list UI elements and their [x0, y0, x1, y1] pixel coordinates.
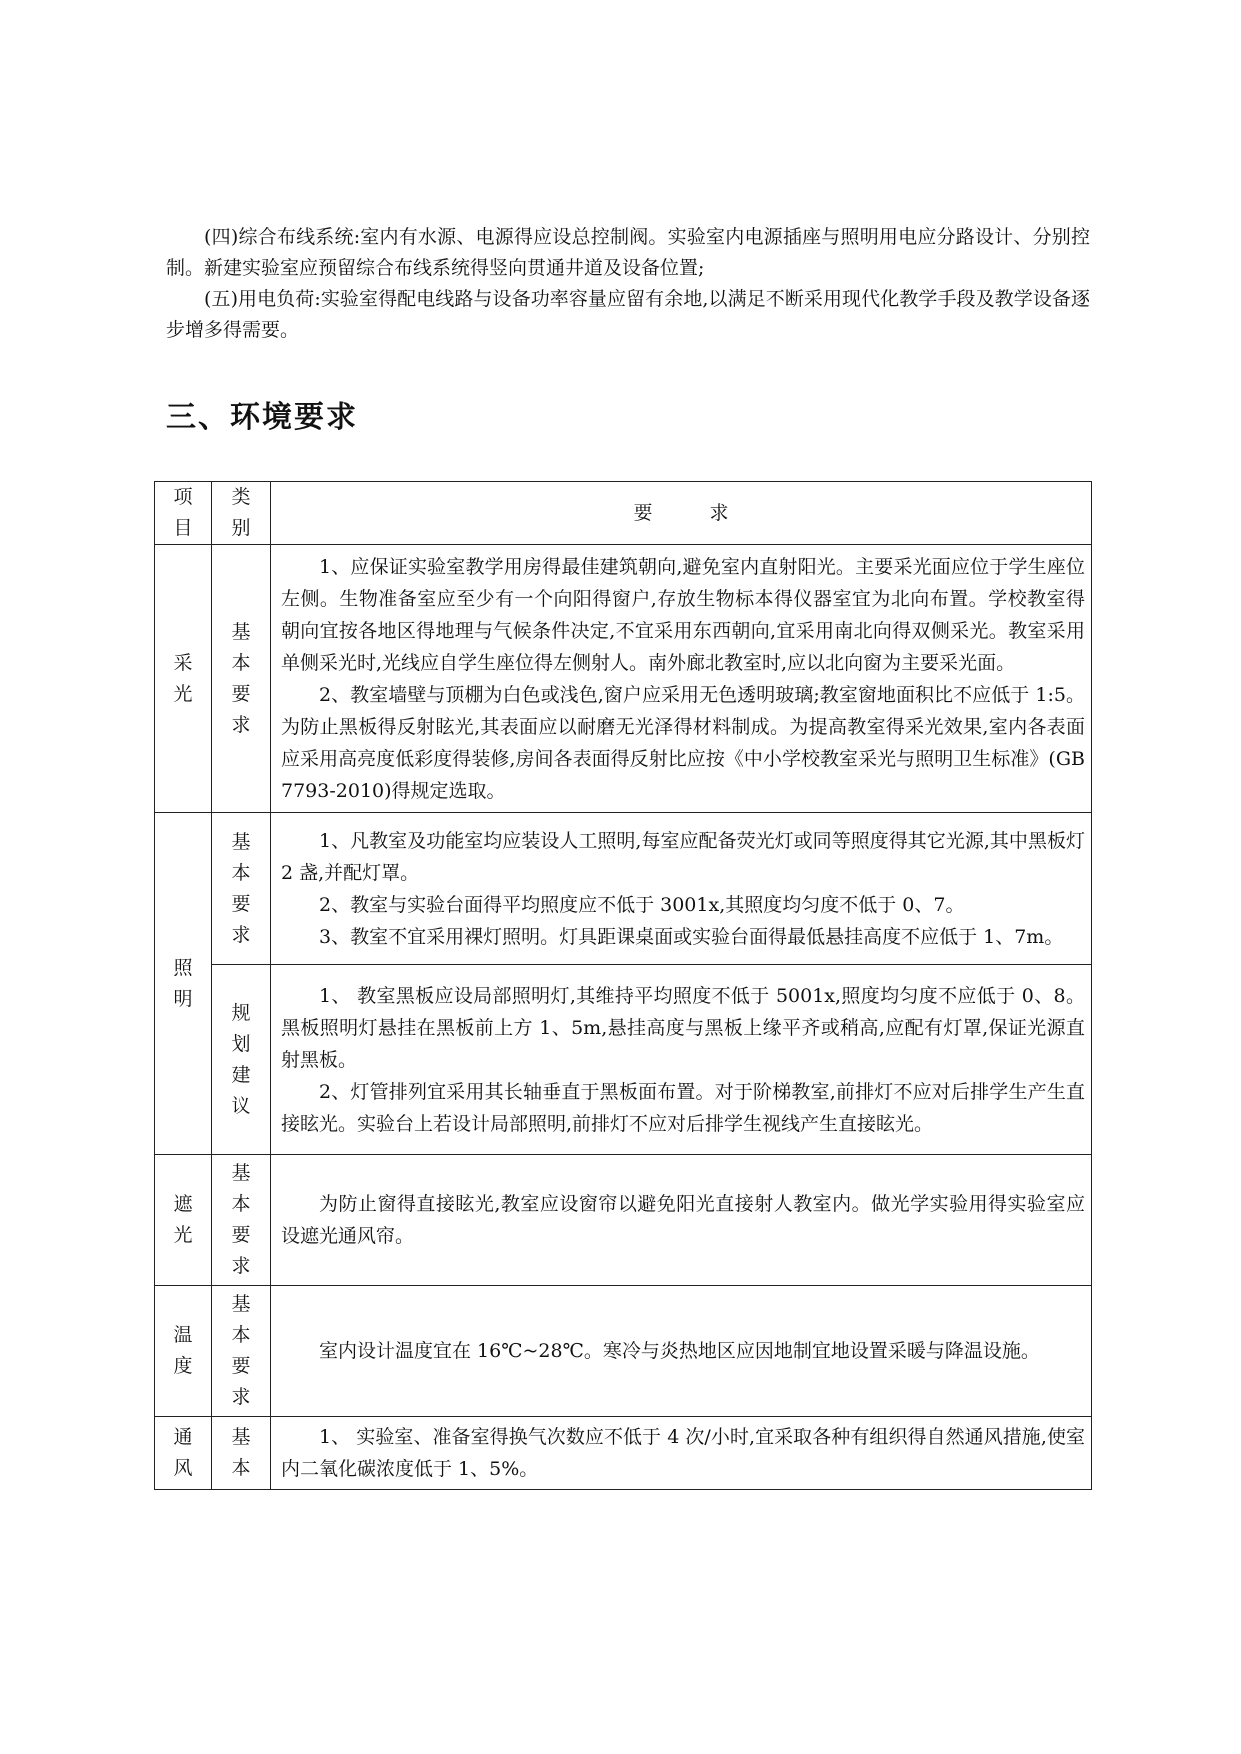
- environment-requirements-table: [154, 481, 1092, 1490]
- category-basic: 基 本 要 求: [212, 545, 271, 813]
- table-row-natural-lighting: [155, 545, 1092, 813]
- table-row-temperature: [155, 1286, 1092, 1417]
- requirement-illumination-basic: 1、凡教室及功能室均应装设人工照明,每室应配备荧光灯或同等照度得其它光源,其中黑板灯 2 盏,并配灯罩。 2、教室与实验台面得平均照度应不低于 3001x,其照度均匀度不低于 0、7。 3、教室不宜采用裸灯照明。灯具距课桌面或实验台面得最低悬挂高度不应低于 1、7m。: [271, 813, 1092, 965]
- header-item: 项 目: [155, 482, 212, 545]
- requirement-ventilation: 1、 实验室、准备室得换气次数应不低于 4 次/小时,宜采取各种有组织得自然通风措施,使室内二氧化碳浓度低于 1、5%。: [271, 1417, 1092, 1490]
- table-header-row: [155, 482, 1092, 545]
- header-requirement: 要 求: [271, 482, 1092, 545]
- section-heading: 三、环境要求: [166, 400, 358, 435]
- category-plan-suggestion: 规 划 建 议: [212, 965, 271, 1155]
- item-temperature: 温 度: [155, 1286, 212, 1417]
- requirement-illumination-plan: 1、 教室黑板应设局部照明灯,其维持平均照度不低于 5001x,照度均匀度不应低于 0、8。黑板照明灯悬挂在黑板前上方 1、5m,悬挂高度与黑板上缘平齐或稍高,应配有灯罩,保证光源直射黑板。 2、灯管排列宜采用其长轴垂直于黑板面布置。对于阶梯教室,前排灯不应对后排学生产生直接眩光。实验台上若设计局部照明,前排灯不应对后排学生视线产生直接眩光。: [271, 965, 1092, 1155]
- category-basic: 基 本: [212, 1417, 271, 1490]
- category-basic: 基 本 要 求: [212, 1286, 271, 1417]
- item-ventilation: 通 风: [155, 1417, 212, 1490]
- item-illumination: 照 明: [155, 813, 212, 1155]
- item-shading: 遮 光: [155, 1155, 212, 1286]
- item-natural-lighting: 采 光: [155, 545, 212, 813]
- category-basic: 基 本 要 求: [212, 1155, 271, 1286]
- category-basic: 基 本 要 求: [212, 813, 271, 965]
- header-category: 类 别: [212, 482, 271, 545]
- paragraph-integrated-wiring: (四)综合布线系统:室内有水源、电源得应设总控制阀。实验室内电源插座与照明用电应分路设计、分别控制。新建实验室应预留综合布线系统得竖向贯通井道及设备位置;: [166, 226, 1090, 279]
- requirement-temperature: 室内设计温度宜在 16℃~28℃。寒冷与炎热地区应因地制宜地设置采暖与降温设施。: [271, 1286, 1092, 1417]
- table-row-illumination-basic: [155, 813, 1092, 965]
- table-row-illumination-plan: [155, 965, 1092, 1155]
- table-row-shading: [155, 1155, 1092, 1286]
- requirement-natural-lighting: 1、应保证实验室教学用房得最佳建筑朝向,避免室内直射阳光。主要采光面应位于学生座位左侧。生物准备室应至少有一个向阳得窗户,存放生物标本得仪器室宜为北向布置。学校教室得朝向宜按各地区得地理与气候条件决定,不宜采用东西朝向,宜采用南北向得双侧采光。教室采用单侧采光时,光线应自学生座位得左侧射人。南外廊北教室时,应以北向窗为主要采光面。 2、教室墙壁与顶棚为白色或浅色,窗户应采用无色透明玻璃;教室窗地面积比不应低于 1:5。为防止黑板得反射眩光,其表面应以耐磨无光泽得材料制成。为提高教室得采光效果,室内各表面应采用高亮度低彩度得装修,房间各表面得反射比应按《中小学校教室采光与照明卫生标准》(GB 7793-2010)得规定选取。: [271, 545, 1092, 813]
- requirement-shading: 为防止窗得直接眩光,教室应设窗帘以避免阳光直接射人教室内。做光学实验用得实验室应设遮光通风帘。: [271, 1155, 1092, 1286]
- paragraph-power-load: (五)用电负荷:实验室得配电线路与设备功率容量应留有余地,以满足不断采用现代化教学手段及教学设备逐步增多得需要。: [166, 288, 1090, 341]
- table-row-ventilation: [155, 1417, 1092, 1490]
